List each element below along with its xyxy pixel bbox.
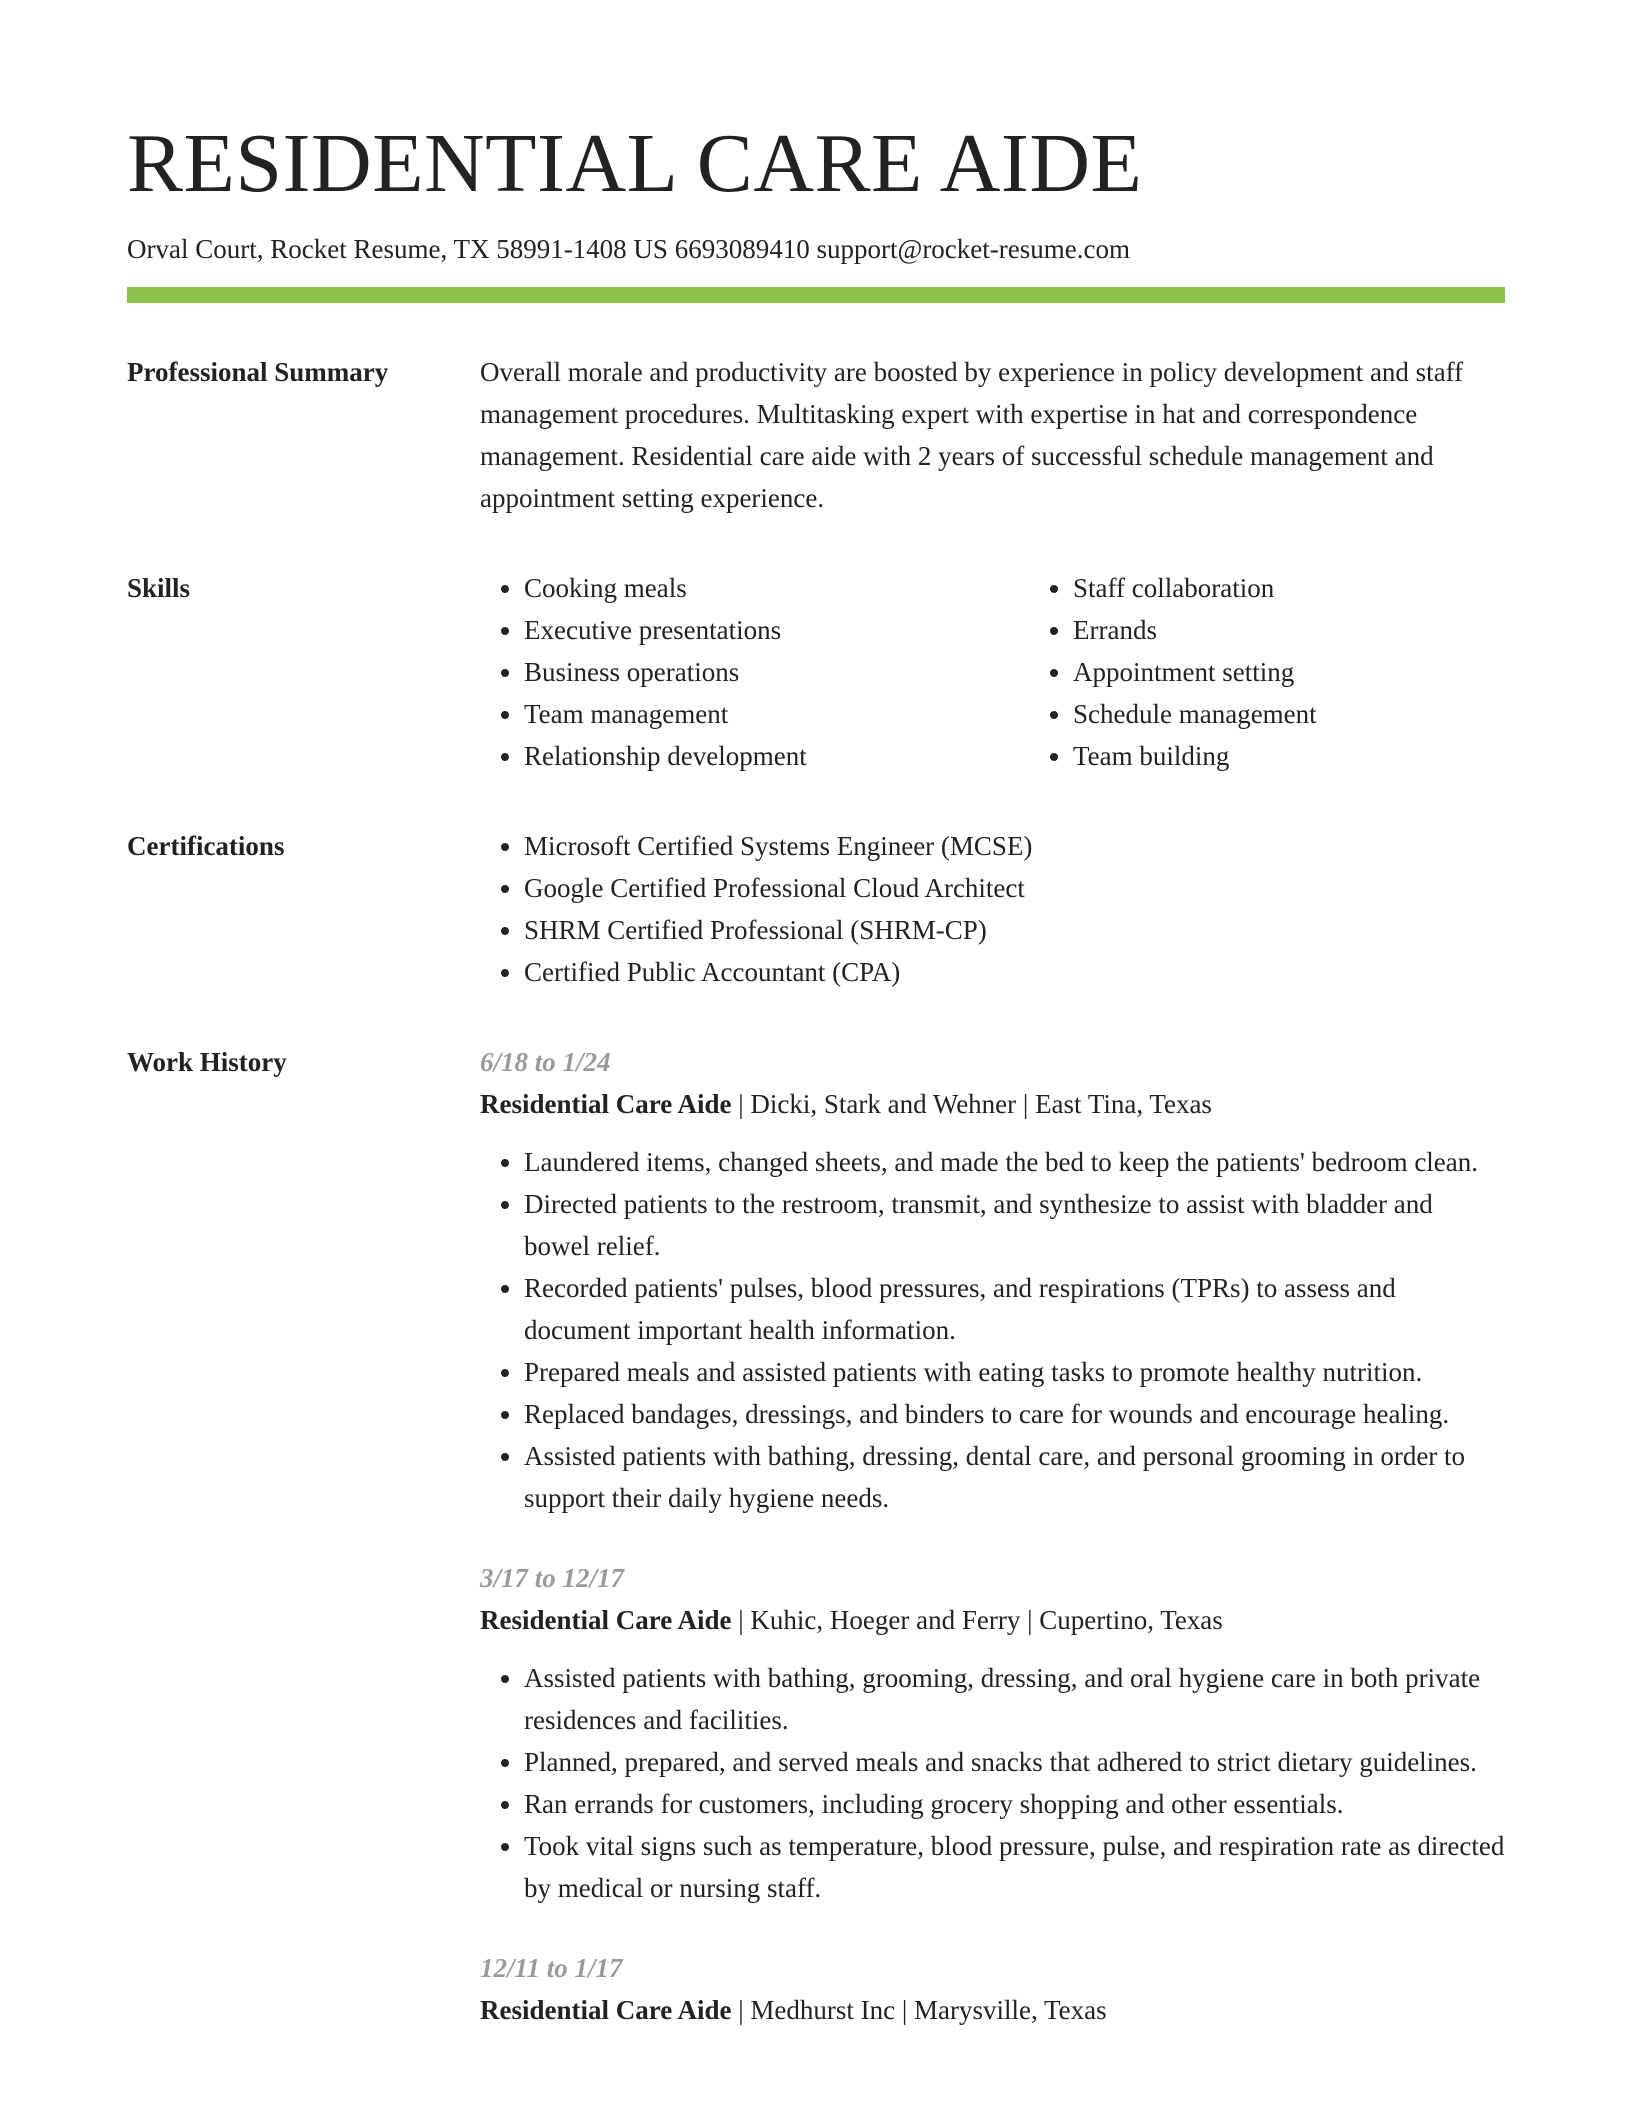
work-history-section [127, 1041, 1505, 2069]
certification-item: • Microsoft Certified Systems Engineer (MCSE) [524, 825, 1505, 867]
skills-column-1 [480, 567, 1029, 777]
job-dates: 6/18 to 1/24 [480, 1047, 611, 1078]
skill-item: • Team building [1073, 735, 1578, 777]
job-duties [480, 1657, 1505, 1909]
certification-item: • Google Certified Professional Cloud Architect [524, 867, 1505, 909]
job-employer-location: | Medhurst Inc | Marysville, Texas [731, 1995, 1107, 2026]
certifications-list [480, 825, 1505, 993]
job-duty-item: • Laundered items, changed sheets, and made the bed to keep the patients' bedroom clean. [524, 1141, 1505, 1183]
job-duty-item: • Directed patients to the restroom, transmit, and synthesize to assist with bladder and bowel relief. [524, 1183, 1505, 1267]
job-employer-location: | Kuhic, Hoeger and Ferry | Cupertino, Texas [731, 1605, 1223, 1636]
certifications-section [127, 825, 1505, 993]
job-heading [480, 1083, 1505, 1125]
job-duty-item: • Recorded patients' pulses, blood pressures, and respirations (TPRs) to assess and document important health information. [524, 1267, 1505, 1351]
skill-item: • Team management [524, 693, 1029, 735]
skill-item: • Executive presentations [524, 609, 1029, 651]
skills-section [127, 567, 1505, 777]
job-entry [480, 1947, 1505, 2031]
job-duty-item: • Ran errands for customers, including grocery shopping and other essentials. [524, 1783, 1505, 1825]
skills-column-2 [1029, 567, 1578, 777]
summary-section [127, 351, 1505, 519]
job-duty-item: • Took vital signs such as temperature, blood pressure, pulse, and respiration rate as directed by medical or nursing staff. [524, 1825, 1505, 1909]
job-duty-item: • Assisted patients with bathing, dressing, dental care, and personal grooming in order to support their daily hygiene needs. [524, 1435, 1505, 1519]
certification-item: • SHRM Certified Professional (SHRM-CP) [524, 909, 1505, 951]
section-title-certifications: Certifications [127, 831, 285, 862]
section-title-work-history: Work History [127, 1047, 287, 1078]
work-history-body [480, 1041, 1505, 2069]
accent-divider [127, 287, 1505, 303]
skill-item: • Schedule management [1073, 693, 1578, 735]
job-heading [480, 1599, 1505, 1641]
job-title: Residential Care Aide [480, 1605, 732, 1636]
job-dates: 12/11 to 1/17 [480, 1953, 623, 1984]
job-title: Residential Care Aide [480, 1089, 732, 1120]
resume-page [127, 118, 1505, 2069]
skills-grid [480, 567, 1578, 777]
job-title: Residential Care Aide [480, 1995, 732, 2026]
skill-item: • Appointment setting [1073, 651, 1578, 693]
skill-item: • Cooking meals [524, 567, 1029, 609]
job-heading [480, 1989, 1505, 2031]
skill-item: • Relationship development [524, 735, 1029, 777]
section-title-skills: Skills [127, 573, 191, 604]
job-duty-item: • Replaced bandages, dressings, and binders to care for wounds and encourage healing. [524, 1393, 1505, 1435]
certification-item: • Certified Public Accountant (CPA) [524, 951, 1505, 993]
job-duty-item: • Assisted patients with bathing, grooming, dressing, and oral hygiene care in both private residences and facilities. [524, 1657, 1505, 1741]
job-duties [480, 1141, 1505, 1519]
job-duty-item: • Prepared meals and assisted patients with eating tasks to promote healthy nutrition. [524, 1351, 1505, 1393]
certifications-body [480, 825, 1505, 993]
skill-item: • Staff collaboration [1073, 567, 1578, 609]
job-dates: 3/17 to 12/17 [480, 1563, 625, 1594]
contact-info: Orval Court, Rocket Resume, TX 58991-1408 US 6693089410 support@rocket-resume.com [127, 234, 1130, 265]
job-duty-item: • Planned, prepared, and served meals and snacks that adhered to strict dietary guidelines. [524, 1741, 1505, 1783]
skill-item: • Errands [1073, 609, 1578, 651]
resume-name: RESIDENTIAL CARE AIDE [127, 117, 1143, 210]
job-entry [480, 1041, 1505, 1519]
job-employer-location: | Dicki, Stark and Wehner | East Tina, Texas [731, 1089, 1212, 1120]
section-title-summary: Professional Summary [127, 357, 389, 388]
job-entry [480, 1557, 1505, 1909]
summary-text: Overall morale and productivity are boosted by experience in policy development and staff management procedures. Multitasking expert with expertise in hat and correspondence management. Residential care aide with 2 years of successful schedule management and appointment setting experience. [480, 357, 1464, 514]
skill-item: • Business operations [524, 651, 1029, 693]
